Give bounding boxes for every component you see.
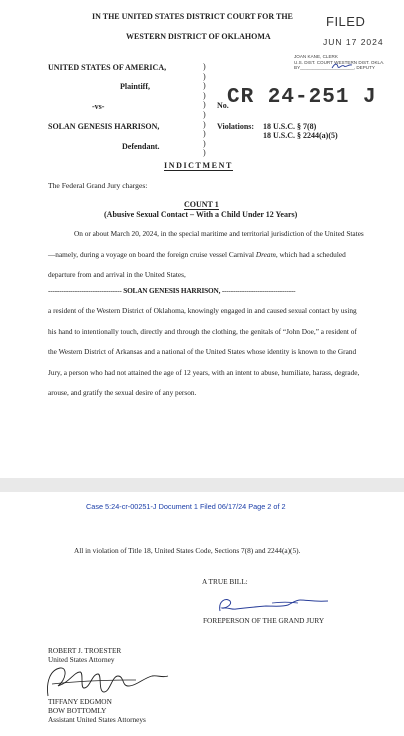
court-name-line-1: IN THE UNITED STATES DISTRICT COURT FOR THE (92, 12, 293, 21)
case-number-stamp: CR 24-251 J (227, 86, 377, 109)
grand-jury-charges: The Federal Grand Jury charges: (48, 181, 148, 190)
court-name-line-2: WESTERN DISTRICT OF OKLAHOMA (126, 32, 271, 41)
violation-statute-1: 18 U.S.C. § 7(8) (263, 122, 317, 131)
assistant-attorney-1: TIFFANY EDGMON (48, 697, 112, 706)
indictment-page-2 (0, 492, 404, 736)
violation-statute-2: 18 U.S.C. § 2244(a)(5) (263, 131, 338, 140)
filed-stamp-date: JUN 17 2024 (323, 37, 384, 47)
plaintiff-name: UNITED STATES OF AMERICA, (48, 63, 167, 72)
violations-label: Violations: (217, 122, 255, 131)
assistant-attorney-title: Assistant United States Attorneys (48, 715, 146, 724)
foreperson-title: FOREPERSON OF THE GRAND JURY (203, 616, 325, 625)
count-title: COUNT 1 (184, 200, 219, 209)
plaintiff-label: Plaintiff, (120, 82, 150, 91)
paragraph-1-text-b: , which had a scheduled departure from and arrival in the United States, (48, 249, 346, 279)
paragraph-1-text-a: On or about March 20, 2024, in the special maritime and territorial jurisdiction of the United States—namely, during a voyage on board the foreign cruise vessel Carnival (48, 229, 364, 259)
count-paragraph-2: a resident of the Western District of Oklahoma, knowingly engaged in and caused sexual contact by using his hand to intentionally touch, directly and through the clothing, the genitals of “John Doe,” a resident of the Western District of Arkansas and a national of the United States whose identity is known to the Grand Jury, a person who had not attained the age of 12 years, with an intent to abuse, humiliate, harass, degrade, arouse, and gratify the sexual desire of any person. (48, 306, 360, 397)
defendant-label: Defendant. (122, 142, 160, 151)
defendant-name-inline: SOLAN GENESIS HARRISON, (123, 286, 221, 295)
defendant-name: SOLAN GENESIS HARRISON, (48, 122, 160, 131)
caption-brackets: ) ) ) ) ) ) ) ) ) ) (203, 62, 206, 158)
page-header-case-info: Case 5:24-cr-00251-J Document 1 Filed 06/17/24 Page 2 of 2 (86, 502, 286, 511)
defendant-name-line (48, 286, 295, 295)
filed-stamp: FILED (326, 14, 366, 29)
us-attorney-name: ROBERT J. TROESTER (48, 646, 122, 655)
foreperson-signature (214, 591, 334, 617)
document-heading: INDICTMENT (164, 161, 233, 170)
clerk-deputy-line: BY_____________________, DEPUTY (294, 65, 375, 71)
true-bill-label: A TRUE BILL: (202, 577, 248, 586)
count-subtitle: (Abusive Sexual Contact – With a Child Under 12 Years) (104, 210, 298, 219)
dashes-right: --------------------------------- (220, 286, 296, 295)
clerk-name: JOAN KANE, CLERK (294, 54, 338, 59)
versus-label: -vs- (92, 102, 105, 111)
violation-statement: All in violation of Title 18, United States Code, Sections 7(8) and 2244(a)(5). (74, 546, 301, 555)
page-separator (0, 478, 404, 492)
case-number-label: No. (217, 101, 229, 110)
assistant-attorney-2: BOW BOTTOMLY (48, 706, 107, 715)
us-attorney-title: United States Attorney (48, 655, 115, 664)
dashes-left: --------------------------------- (48, 286, 124, 295)
count-paragraph-1 (48, 224, 364, 286)
vessel-name: Dream (255, 249, 276, 259)
clerk-court: U.S. DIST. COURT WESTERN DIST. OKLA. (294, 59, 385, 65)
assistant-attorney-signature (40, 662, 172, 702)
deputy-initials-signature (330, 62, 354, 70)
